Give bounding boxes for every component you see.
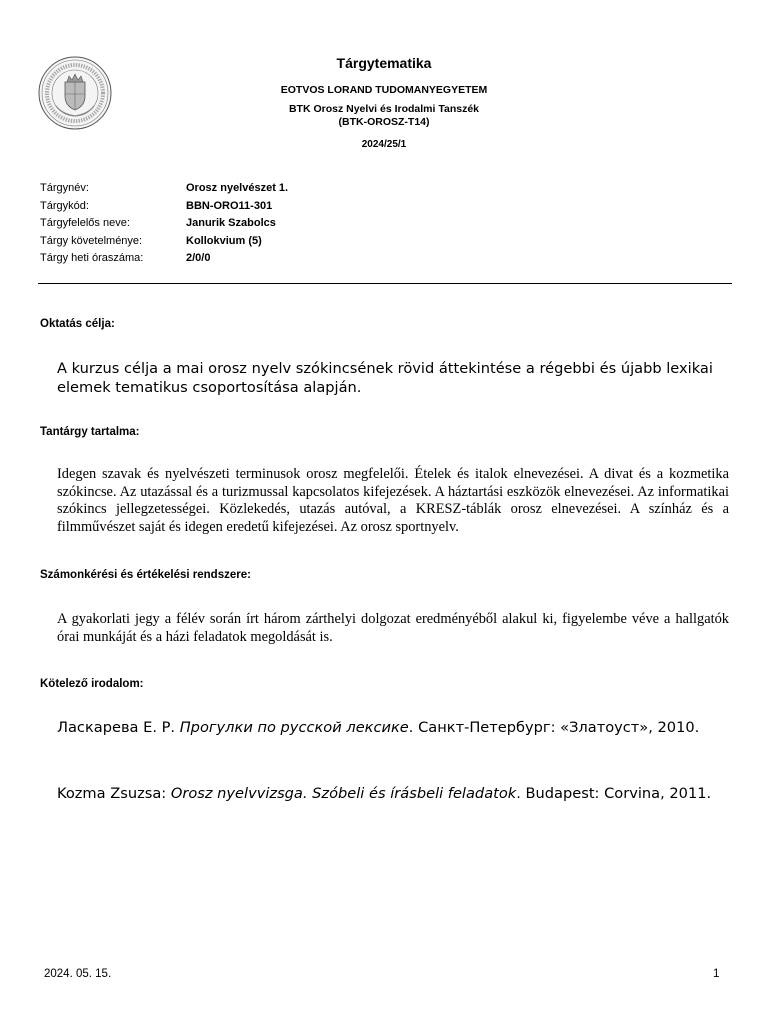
footer-date: 2024. 05. 15. [44,968,112,980]
semester: 2024/25/1 [361,139,407,150]
literature-reference [57,718,737,737]
course-requirement-label: Tárgy követelménye: [40,234,143,247]
reference-title: Прогулки по русской лексике [179,719,409,736]
goal-text: A kurzus célja a mai orosz nyelv szókincsének rövid áttekintése a régebbi és újabb lexikai elemek tematikus csoportosítása alapján. [57,360,713,396]
reference-title: Orosz nyelvvizsga. Szóbeli és írásbeli feladatok [170,785,517,802]
course-info-row [40,250,288,268]
course-hours-label: Tárgy heti óraszáma: [40,252,144,264]
content-text: Idegen szavak és nyelvészeti terminusok orosz megfelelői. Ételek és italok elnevezései. A divat és a kozmetika szókincse. Az utazással és a turizmussal kapcsolatos kifejezések. A háztartási eszközök elnevezései. Az informatikai szókincs jellegzetességei. Közlekedés, utazás autóval, a KRESZ-táblák orosz elnevezései. A színház és a filmművészet saját és idegen eredetű kifejezései. Az orosz sportnyelv. [57,466,729,535]
course-hours-value: 2/0/0 [186,252,211,264]
goal-heading: Oktatás célja: [40,318,115,330]
course-lecturer-value: Janurik Szabolcs [186,217,276,229]
course-info-row [40,215,288,233]
reference-author: Ласкарева Е. Р. [57,719,180,736]
content-heading: Tantárgy tartalma: [40,426,140,438]
university-name: EOTVOS LORAND TUDOMANYEGYETEM [280,84,488,96]
course-name-value: Orosz nyelvészet 1. [186,182,289,194]
department-code: (BTK-OROSZ-T14) [338,116,430,128]
course-info-row [40,180,288,198]
literature-heading: Kötelező irodalom: [40,678,144,690]
course-lecturer-label: Tárgyfelelős neve: [40,217,130,229]
course-requirement-value: Kollokvium (5) [186,234,262,247]
horizontal-divider [38,283,732,284]
course-info-row [40,198,288,216]
assessment-text: A gyakorlati jegy a félév során írt három zárthelyi dolgozat eredményéből alakul ki, figyelembe véve a hallgatók órai munkáját és a házi feladatok megoldását is. [57,611,729,645]
course-code-value: BBN-ORO11-301 [186,199,273,212]
document-title: Tárgytematika [336,55,432,71]
department-name: BTK Orosz Nyelvi és Irodalmi Tanszék [288,103,480,115]
assessment-heading: Számonkérési és értékelési rendszere: [40,569,251,581]
reference-publication: . Budapest: Corvina, 2011. [516,785,712,802]
course-info-row [40,233,288,251]
page-number: 1 [713,968,720,980]
course-name-label: Tárgynév: [40,182,89,194]
literature-reference [57,784,737,803]
reference-publication: . Санкт-Петербург: «Златоуст», 2010. [408,719,700,736]
course-code-label: Tárgykód: [40,199,89,212]
course-info-table [40,180,288,268]
reference-author: Kozma Zsuzsa: [57,785,171,802]
